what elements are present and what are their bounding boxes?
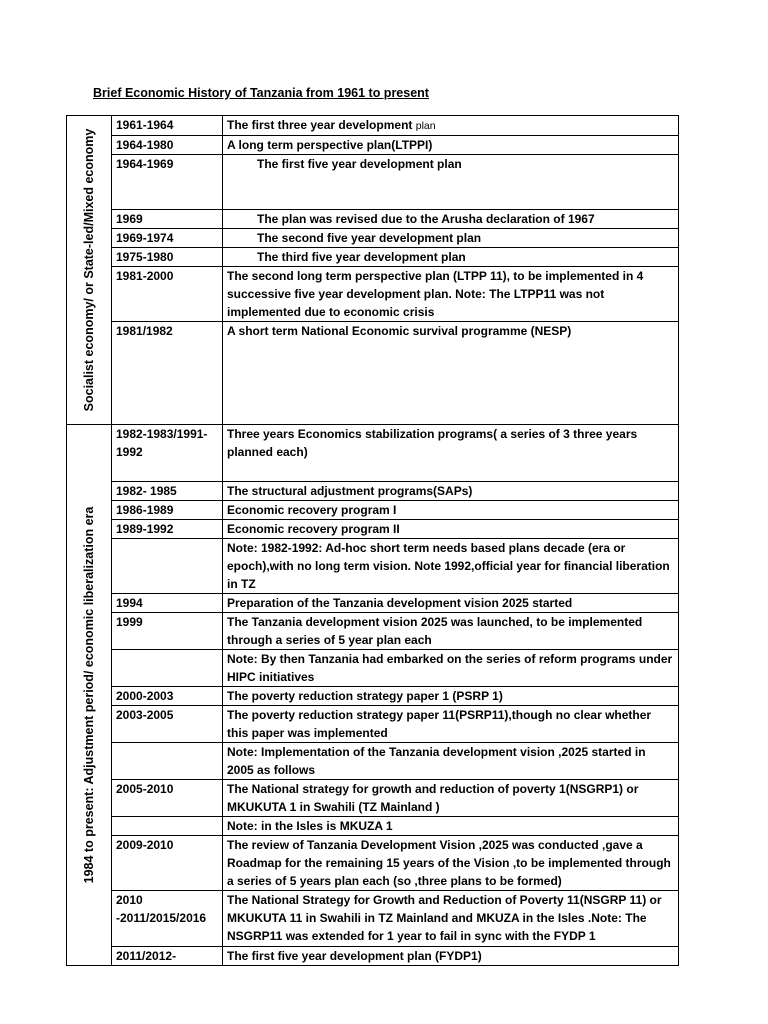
- table-row: [67, 836, 679, 891]
- period-cell: 1981/1982: [112, 322, 223, 425]
- description-cell: The review of Tanzania Development Vision ,2025 was conducted ,gave a Roadmap for the remaining 15 years of the Vision ,to be implemented through a series of 5 years plan each (so ,three plans to be formed): [223, 836, 679, 891]
- table-row: [67, 594, 679, 613]
- table-row: [67, 539, 679, 594]
- table-row: [67, 210, 679, 229]
- description-cell: The poverty reduction strategy paper 11(PSRP11),though no clear whether this paper was implemented: [223, 706, 679, 743]
- description-cell: The structural adjustment programs(SAPs): [223, 482, 679, 501]
- description-cell: Note: By then Tanzania had embarked on the series of reform programs under HIPC initiatives: [223, 650, 679, 687]
- period-cell: 1982-1983/1991-1992: [112, 425, 223, 482]
- period-cell: 1994: [112, 594, 223, 613]
- description-cell: Note: in the Isles is MKUZA 1: [223, 817, 679, 836]
- era-label-adjustment: 1984 to present: Adjustment period/ economic liberalization era: [82, 506, 96, 884]
- period-cell: [112, 817, 223, 836]
- history-table: [66, 115, 679, 966]
- period-cell: 1969: [112, 210, 223, 229]
- description-cell: The National strategy for growth and reduction of poverty 1(NSGRP1) or MKUKUTA 1 in Swahili (TZ Mainland ): [223, 780, 679, 817]
- table-row: [67, 520, 679, 539]
- description-cell: Economic recovery program II: [223, 520, 679, 539]
- description-cell: A short term National Economic survival programme (NESP): [223, 322, 679, 425]
- table-row: [67, 947, 679, 966]
- table-row: [67, 229, 679, 248]
- table-row: [67, 136, 679, 155]
- period-cell: 2010 -2011/2015/2016: [112, 891, 223, 947]
- description-cell: A long term perspective plan(LTPPI): [223, 136, 679, 155]
- period-cell: 1964-1980: [112, 136, 223, 155]
- description-cell: The poverty reduction strategy paper 1 (PSRP 1): [223, 687, 679, 706]
- table-row: [67, 687, 679, 706]
- period-cell: 2000-2003: [112, 687, 223, 706]
- description-cell: Economic recovery program I: [223, 501, 679, 520]
- period-cell: [112, 743, 223, 780]
- table-row: [67, 891, 679, 947]
- table-row: [67, 743, 679, 780]
- period-cell: 1989-1992: [112, 520, 223, 539]
- period-cell: 2005-2010: [112, 780, 223, 817]
- era-cell-adjustment: [67, 425, 112, 966]
- description-cell: The third five year development plan: [223, 248, 679, 267]
- table-row: [67, 155, 679, 210]
- description-cell: The first five year development plan: [223, 155, 679, 210]
- table-row: [67, 501, 679, 520]
- table-row: [67, 116, 679, 136]
- period-cell: 1961-1964: [112, 116, 223, 136]
- table-row: [67, 248, 679, 267]
- table-row: [67, 322, 679, 425]
- period-cell: 1981-2000: [112, 267, 223, 322]
- description-cell: The National Strategy for Growth and Reduction of Poverty 11(NSGRP 11) or MKUKUTA 11 in Swahili in TZ Mainland and MKUZA in the Isles .Note: The NSGRP11 was extended for 1 year to fail in sync with the FYDP 1: [223, 891, 679, 947]
- period-cell: 1975-1980: [112, 248, 223, 267]
- description-cell: The Tanzania development vision 2025 was launched, to be implemented through a series of 5 year plan each: [223, 613, 679, 650]
- period-cell: 2009-2010: [112, 836, 223, 891]
- table-row: [67, 706, 679, 743]
- table-row: [67, 780, 679, 817]
- era-cell-socialist: [67, 116, 112, 425]
- description-cell: Note: 1982-1992: Ad-hoc short term needs based plans decade (era or epoch),with no long term vision. Note 1992,official year for financial liberation in TZ: [223, 539, 679, 594]
- table-row: [67, 613, 679, 650]
- description-cell: The first three year development plan: [223, 116, 679, 136]
- description-cell: The second long term perspective plan (LTPP 11), to be implemented in 4 successive five year development plan. Note: The LTPP11 was not implemented due to economic crisis: [223, 267, 679, 322]
- table-row: [67, 817, 679, 836]
- table-row: [67, 482, 679, 501]
- period-cell: [112, 650, 223, 687]
- period-cell: 1982- 1985: [112, 482, 223, 501]
- period-cell: 2003-2005: [112, 706, 223, 743]
- table-row: [67, 650, 679, 687]
- period-cell: 1999: [112, 613, 223, 650]
- description-cell: The second five year development plan: [223, 229, 679, 248]
- document-title: Brief Economic History of Tanzania from 1961 to present: [93, 86, 429, 100]
- description-cell: The first five year development plan (FYDP1): [223, 947, 679, 966]
- era-label-socialist: Socialist economy/ or State-led/Mixed economy: [82, 128, 96, 412]
- table-row: [67, 425, 679, 482]
- period-cell: 1964-1969: [112, 155, 223, 210]
- period-cell: [112, 539, 223, 594]
- period-cell: 2011/2012-: [112, 947, 223, 966]
- table-row: [67, 267, 679, 322]
- description-cell: Note: Implementation of the Tanzania development vision ,2025 started in 2005 as follows: [223, 743, 679, 780]
- period-cell: 1969-1974: [112, 229, 223, 248]
- period-cell: 1986-1989: [112, 501, 223, 520]
- description-cell: The plan was revised due to the Arusha declaration of 1967: [223, 210, 679, 229]
- description-cell: Three years Economics stabilization programs( a series of 3 three years planned each): [223, 425, 679, 482]
- description-cell: Preparation of the Tanzania development vision 2025 started: [223, 594, 679, 613]
